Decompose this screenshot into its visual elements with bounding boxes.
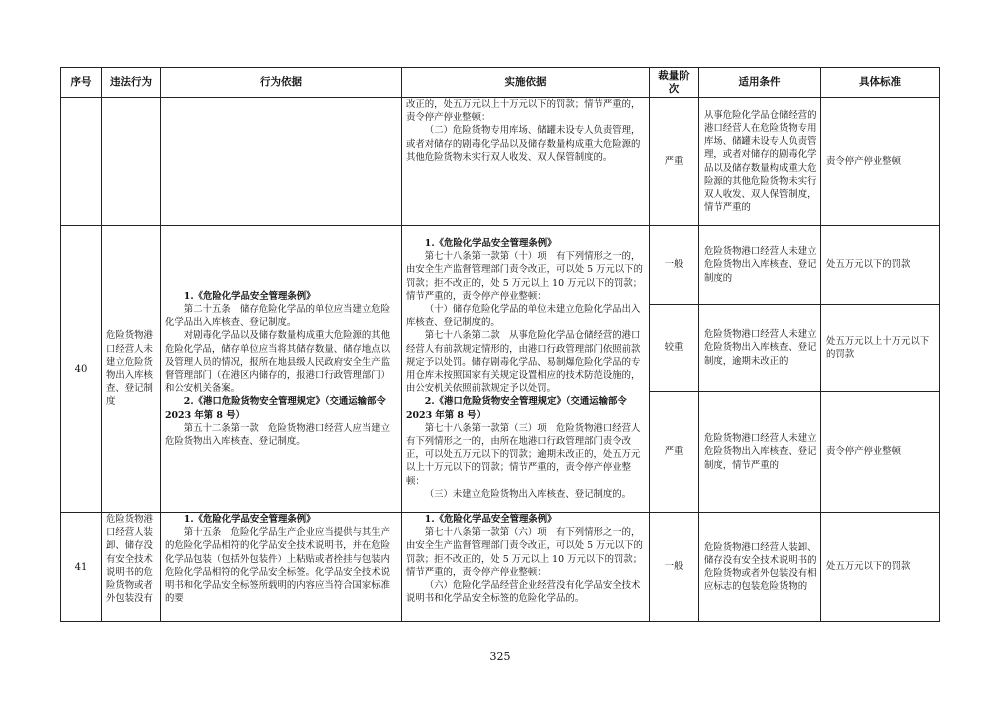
standard-cell: 处五万元以下的罚款 [821, 513, 940, 622]
level-cell: 严重 [650, 98, 699, 226]
law-title: 1.《危险化学品安全管理条例》 [183, 514, 316, 525]
basis-text: 第五十二条第一款 危险货物港口经营人应当建立危险货物出入库核查、登记制度。 [165, 422, 391, 448]
standard-cell: 责令停产停业整顿 [821, 392, 940, 513]
violation-cell [102, 98, 161, 226]
implementation-text: 第七十八条第二款 从事危险化学品仓储经营的港口经营人有前款规定情形的，由港口行政管理部门依照前款规定予以处罚。储存剧毒化学品、易制爆危险化学品的专用仓库未按照国家有关规定设置相应的技术防范设施的，由公安机关依照前款规定予以处罚。 [406, 330, 641, 395]
violation-cell: 危险货物港口经营人未建立危险货物出入库核查、登记制度 [102, 226, 161, 513]
table-row [61, 98, 940, 226]
law-title: 2.《港口危险货物安全管理规定》（交通运输部令 2023 年第 8 号） [406, 396, 627, 421]
condition-cell: 危险货物港口经营人未建立危险货物出入库核查、登记制度的 [699, 226, 821, 305]
implementation-text: （六）危险化学品经营企业经营没有化学品安全技术说明书和化学品安全标签的危险化学品的。 [406, 580, 641, 605]
level-cell: 一般 [650, 513, 699, 622]
seq-cell: 40 [61, 226, 102, 513]
implementation-cell [402, 226, 650, 513]
level-cell: 较重 [650, 305, 699, 392]
violation-cell: 危险货物港口经营人装卸、储存没有安全技术说明书的危险货物或者外包装没有 [102, 513, 161, 622]
header-condition: 适用条件 [699, 68, 821, 98]
standard-cell: 责令停产停业整顿 [821, 98, 940, 226]
basis-text: 第十五条 危险化学品生产企业应当提供与其生产的危险化学品相符的化学品安全技术说明书，并在危险化学品包装（包括外包装件）上粘贴或者拴挂与包装内危险化学品相符的化学品安全标签。化学品安全技术说明书和化学品安全标签所载明的内容应当符合国家标准的要 [165, 527, 391, 605]
implementation-cell [402, 513, 650, 622]
header-standard: 具体标准 [821, 68, 940, 98]
basis-text: 第二十五条 储存危险化学品的单位应当建立危险化学品出入库核查、登记制度。 [165, 303, 391, 329]
law-title: 1.《危险化学品安全管理条例》 [424, 514, 557, 525]
seq-cell [61, 98, 102, 226]
implementation-text: 改正的，处五万元以上十万元以下的罚款；情节严重的，责令停产停业整顿： [406, 99, 641, 124]
implementation-text: 第七十八条第一款第（三）项 危险货物港口经营人有下列情形之一的，由所在地港口行政管理部门责令改正，可以处五万元以下的罚款；逾期未改正的，处五万元以上十万元以下的罚款；情节严重的，责令停产停业整顿： [406, 422, 641, 487]
seq-cell: 41 [61, 513, 102, 622]
implementation-text: （二）危险货物专用库场、储罐未设专人负责管理，或者对储存的剧毒化学品以及储存数量构成重大危险源的其他危险货物未实行双人收发、双人保管制度的。 [406, 125, 641, 163]
basis-cell [161, 513, 402, 622]
level-cell: 一般 [650, 226, 699, 305]
basis-cell [161, 98, 402, 226]
table-row [61, 226, 940, 305]
condition-cell: 危险货物港口经营人未建立危险货物出入库核查、登记制度，逾期未改正的 [699, 305, 821, 392]
implementation-text: （三）未建立危险货物出入库核查、登记制度的。 [424, 488, 632, 500]
implementation-cell [402, 98, 650, 226]
level-cell: 严重 [650, 392, 699, 513]
standard-cell: 处五万元以下的罚款 [821, 226, 940, 305]
header-basis: 行为依据 [161, 68, 402, 98]
header-violation: 违法行为 [102, 68, 161, 98]
table-row [61, 513, 940, 622]
condition-cell: 从事危险化学品仓储经营的港口经营人在危险货物专用库场、储罐未设专人负责管理，或者对储存的剧毒化学品以及储存数量构成重大危险源的其他危险货物未实行双人收发、双人保管制度，情节严重的 [699, 98, 821, 226]
header-implementation: 实施依据 [402, 68, 650, 98]
condition-cell: 危险货物港口经营人装卸、储存没有安全技术说明书的危险货物或者外包装没有相应标志的包装危险货物的 [699, 513, 821, 622]
header-level: 裁量阶次 [650, 68, 699, 98]
header-seq: 序号 [61, 68, 102, 98]
law-title: 1.《危险化学品安全管理条例》 [424, 237, 557, 249]
implementation-text: 第七十八条第一款第（十）项 有下列情形之一的，由安全生产监督管理部门责令改正，可以处 5 万元以下的罚款；拒不改正的，处 5 万元以上 10 万元以下的罚款；情节严重的，责令停产停业整顿： [406, 251, 643, 302]
basis-text: 对剧毒化学品以及储存数量构成重大危险源的其他危险化学品，储存单位应当将其储存数量、储存地点以及管理人员的情况，报所在地县级人民政府安全生产监督管理部门（在港区内储存的，报港口行政管理部门）和公安机关备案。 [165, 330, 391, 395]
implementation-text: 第七十八条第一款第（六）项 有下列情形之一的，由安全生产监督管理部门责令改正，可以处 5 万元以下的罚款；拒不改正的，处 5 万元以上 10 万元以下的罚款；情节严重的，责令停产停业整顿： [406, 527, 643, 578]
condition-cell: 危险货物港口经营人未建立危险货物出入库核查、登记制度，情节严重的 [699, 392, 821, 513]
regulation-table [60, 67, 940, 622]
header-row [61, 68, 940, 98]
standard-cell: 处五万元以上十万元以下的罚款 [821, 305, 940, 392]
page-number: 325 [489, 650, 511, 663]
implementation-text: （十）储存危险化学品的单位未建立危险化学品出入库核查、登记制度的。 [406, 303, 641, 329]
law-title: 2.《港口危险货物安全管理规定》（交通运输部令 2023 年第 8 号） [165, 396, 386, 421]
basis-cell [161, 226, 402, 513]
law-title: 1.《危险化学品安全管理条例》 [183, 290, 316, 302]
